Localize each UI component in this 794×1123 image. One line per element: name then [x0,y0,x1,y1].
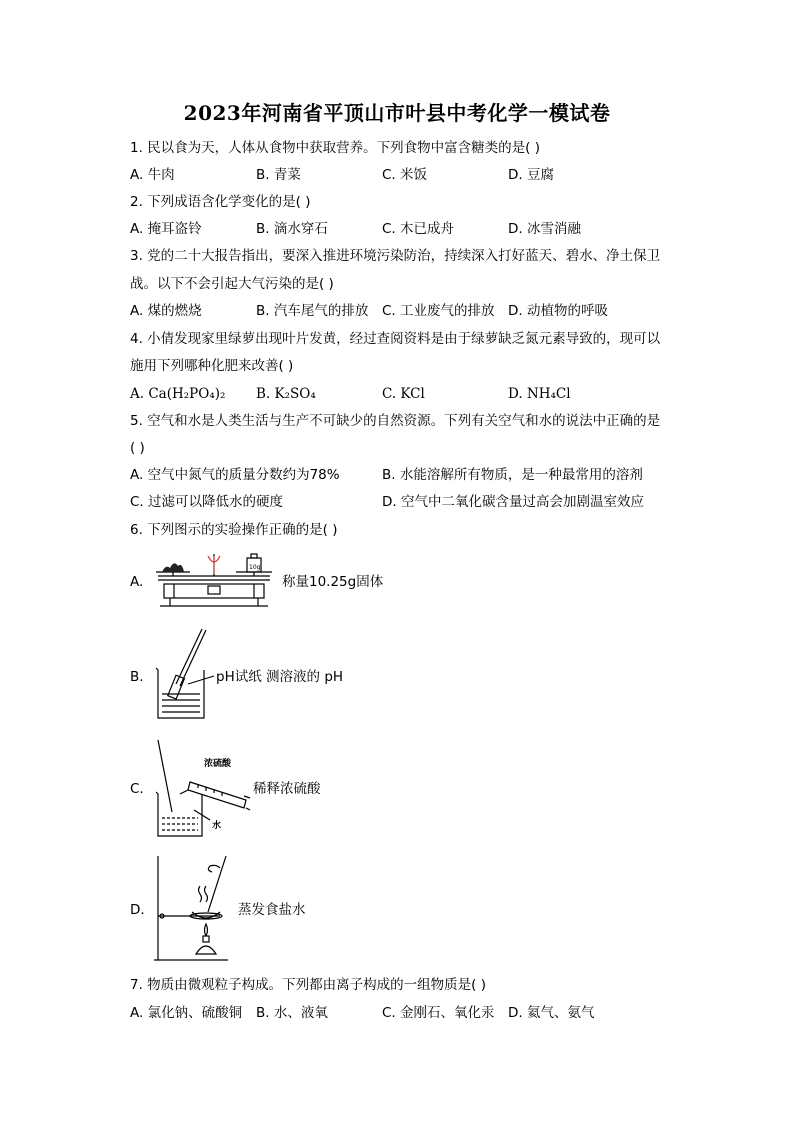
q5-option-b: B. 水能溶解所有物质，是一种最常用的溶剂 [382,467,643,483]
q6-b-caption: 测溶液的 pH [266,669,344,685]
question-5-stem-line2: ( ) [130,440,145,456]
q7-option-b: B. 水、液氧 [256,1005,328,1021]
q4-option-b: B. K₂SO₄ [256,386,316,402]
q1-option-d: D. 豆腐 [508,167,554,183]
q5-option-c: C. 过滤可以降低水的硬度 [130,494,284,510]
ph-paper-label: pH试纸 [216,669,262,685]
q2-option-a: A. 掩耳盗铃 [130,221,202,237]
acid-label: 浓硫酸 [204,759,232,769]
q1-option-b: B. 青菜 [256,167,301,183]
q5-option-d: D. 空气中二氧化碳含量过高会加剧温室效应 [382,494,644,510]
q4-option-a: A. Ca(H₂PO₄)₂ [130,386,226,402]
q6-c-caption: 稀释浓硫酸 [253,781,321,797]
water-label: 水 [212,821,222,831]
dilute-acid-figure [150,738,254,838]
q7-option-d: D. 氦气、氨气 [508,1005,595,1021]
q6-option-a-label: A. [130,574,144,590]
question-3-stem-line1: 3. 党的二十大报告指出，要深入推进环境污染防治，持续深入打好蓝天、碧水、净土保卫 [130,248,661,264]
q3-option-b: B. 汽车尾气的排放 [256,303,369,319]
q2-option-c: C. 木已成舟 [382,221,455,237]
balance-figure [150,548,280,614]
q3-option-a: A. 煤的燃烧 [130,303,202,319]
question-7-stem: 7. 物质由微观粒子构成。下列都由离子构成的一组物质是( ) [130,977,486,993]
q2-option-d: D. 冰雪消融 [508,221,581,237]
question-1-stem: 1. 民以食为天，人体从食物中获取营养。下列食物中富含糖类的是( ) [130,140,540,156]
q4-option-d: D. NH₄Cl [508,386,571,402]
q6-a-caption: 称量10.25g固体 [282,574,384,590]
q6-option-d-label: D. [130,902,145,918]
q3-option-d: D. 动植物的呼吸 [508,303,608,319]
q1-option-c: C. 米饭 [382,167,428,183]
q6-option-c-label: C. [130,781,144,797]
q7-option-c: C. 金刚石、氧化汞 [382,1005,495,1021]
question-4-stem-line2: 施用下列哪种化肥来改善( ) [130,358,294,374]
question-4-stem-line1: 4. 小倩发现家里绿萝出现叶片发黄，经过查阅资料是由于绿萝缺乏氮元素导致的，现可以 [130,331,661,347]
page-title: 2023年河南省平顶山市叶县中考化学一模试卷 [183,101,611,125]
q6-option-b-label: B. [130,669,144,685]
q4-option-c: C. KCl [382,386,425,402]
question-6-stem: 6. 下列图示的实验操作正确的是( ) [130,522,338,538]
q7-option-a: A. 氯化钠、硫酸铜 [130,1005,243,1021]
q2-option-b: B. 滴水穿石 [256,221,328,237]
question-2-stem: 2. 下列成语含化学变化的是( ) [130,194,311,210]
q1-option-a: A. 牛肉 [130,167,175,183]
weight-label: 10g [249,564,261,571]
q3-option-c: C. 工业废气的排放 [382,303,495,319]
question-3-stem-line2: 战。以下不会引起大气污染的是( ) [130,276,334,292]
q6-d-caption: 蒸发食盐水 [238,902,306,918]
q5-option-a: A. 空气中氮气的质量分数约为78% [130,467,340,483]
ph-test-figure [152,626,216,724]
evaporation-figure [150,852,232,968]
solid-sample-icon [162,563,184,572]
q6-b-caption-wrap [216,668,343,686]
question-5-stem-line1: 5. 空气和水是人类生活与生产不可缺少的自然资源。下列有关空气和水的说法中正确的是 [130,413,661,429]
